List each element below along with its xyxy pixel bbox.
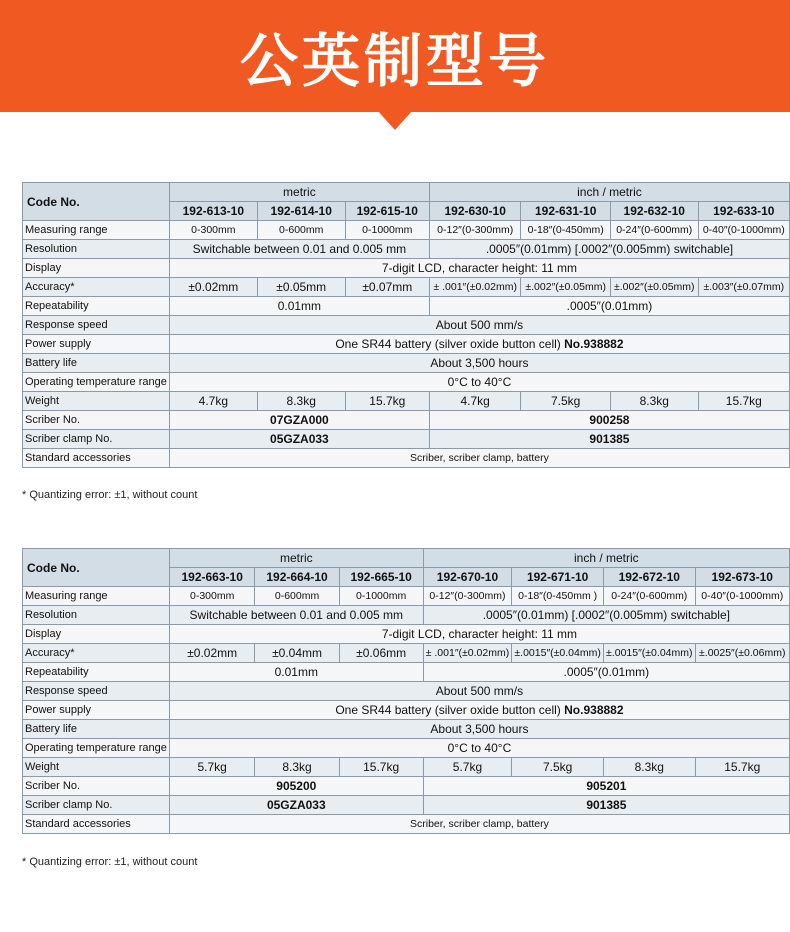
inch-value: .0005″(0.01mm) xyxy=(423,663,789,682)
value-cell: ±.0015″(±0.04mm) xyxy=(604,644,695,663)
row-label: Weight xyxy=(23,392,170,411)
row-label: Battery life xyxy=(23,354,170,373)
spec-row-response-speed xyxy=(23,682,790,701)
row-label: Repeatability xyxy=(23,297,170,316)
value-cell: 15.7kg xyxy=(698,392,789,411)
banner-arrow-icon xyxy=(377,110,413,130)
spec-row-measuring-range xyxy=(23,587,790,606)
value-text: One SR44 battery (silver oxide button cell) xyxy=(335,703,561,717)
code-number: 192-631-10 xyxy=(521,202,610,221)
code-number: 192-613-10 xyxy=(169,202,257,221)
row-label: Power supply xyxy=(23,701,170,720)
row-label: Scriber clamp No. xyxy=(23,430,170,449)
shared-value xyxy=(169,625,789,644)
group-header-inch: inch / metric xyxy=(429,183,789,202)
code-number: 192-671-10 xyxy=(512,568,604,587)
value-cell: 0-18″(0-450mm) xyxy=(521,221,610,240)
metric-value: 0.01mm xyxy=(169,663,423,682)
row-label: Measuring range xyxy=(23,221,170,240)
value-cell: ±0.06mm xyxy=(339,644,423,663)
value-cell: ±0.04mm xyxy=(255,644,339,663)
metric-value: 905200 xyxy=(169,777,423,796)
value-text: 0°C to 40°C xyxy=(447,741,512,755)
value-text: About 500 mm/s xyxy=(435,684,524,698)
code-number: 192-673-10 xyxy=(695,568,790,587)
row-label: Display xyxy=(23,625,170,644)
value-cell: 5.7kg xyxy=(169,758,255,777)
shared-value xyxy=(169,739,789,758)
shared-value xyxy=(169,373,789,392)
spec-row-accessories xyxy=(23,815,790,834)
value-cell: 8.3kg xyxy=(257,392,345,411)
title-banner xyxy=(0,0,790,112)
value-cell: ±0.05mm xyxy=(257,278,345,297)
spec-row-power-supply xyxy=(23,335,790,354)
spec-table-2 xyxy=(22,548,790,834)
value-cell: ±.0025″(±0.06mm) xyxy=(695,644,790,663)
metric-value: 05GZA033 xyxy=(169,796,423,815)
row-label: Operating temperature range xyxy=(23,373,170,392)
spec-row-display xyxy=(23,259,790,278)
row-label: Response speed xyxy=(23,316,170,335)
value-cell: 4.7kg xyxy=(429,392,521,411)
code-no-header: Code No. xyxy=(23,549,170,587)
row-label: Resolution xyxy=(23,606,170,625)
spec-row-operating-temp xyxy=(23,739,790,758)
value-cell: 7.5kg xyxy=(512,758,604,777)
row-label: Accuracy* xyxy=(23,644,170,663)
code-no-header: Code No. xyxy=(23,183,170,221)
shared-value xyxy=(169,720,789,739)
value-cell: 0-1000mm xyxy=(345,221,429,240)
row-label: Response speed xyxy=(23,682,170,701)
value-cell: 8.3kg xyxy=(604,758,695,777)
spec-table-1 xyxy=(22,182,790,468)
row-label: Operating temperature range xyxy=(23,739,170,758)
inch-value: 901385 xyxy=(423,796,789,815)
row-label: Resolution xyxy=(23,240,170,259)
row-label: Standard accessories xyxy=(23,449,170,468)
code-number: 192-664-10 xyxy=(255,568,339,587)
spec-row-display xyxy=(23,625,790,644)
spec-row-repeatability xyxy=(23,297,790,316)
inch-value: .0005″(0.01mm) [.0002″(0.005mm) switchable] xyxy=(429,240,789,259)
metric-value: 07GZA000 xyxy=(169,411,429,430)
value-cell: 0-24″(0-600mm) xyxy=(604,587,695,606)
value-cell: 0-600mm xyxy=(257,221,345,240)
metric-value: 05GZA033 xyxy=(169,430,429,449)
value-cell: 8.3kg xyxy=(610,392,698,411)
code-number: 192-630-10 xyxy=(429,202,521,221)
banner-title: 公英制型号 xyxy=(239,27,550,95)
shared-value xyxy=(169,701,789,720)
part-number: No.938882 xyxy=(564,703,624,717)
row-label: Scriber clamp No. xyxy=(23,796,170,815)
shared-value xyxy=(169,335,789,354)
footnote-2: * Quantizing error: ±1, without count xyxy=(22,856,198,868)
row-label: Scriber No. xyxy=(23,777,170,796)
shared-value xyxy=(169,354,789,373)
shared-value xyxy=(169,316,789,335)
value-cell: ±0.02mm xyxy=(169,644,255,663)
spec-row-accuracy xyxy=(23,644,790,663)
value-cell: ±.002″(±0.05mm) xyxy=(521,278,610,297)
spec-row-measuring-range xyxy=(23,221,790,240)
spec-row-battery-life xyxy=(23,720,790,739)
row-label: Scriber No. xyxy=(23,411,170,430)
row-label: Weight xyxy=(23,758,170,777)
code-number: 192-663-10 xyxy=(169,568,255,587)
row-label: Accuracy* xyxy=(23,278,170,297)
shared-value xyxy=(169,815,789,834)
value-cell: 0-300mm xyxy=(169,221,257,240)
spec-row-battery-life xyxy=(23,354,790,373)
code-number: 192-632-10 xyxy=(610,202,698,221)
value-text: About 3,500 hours xyxy=(430,356,529,370)
row-label: Measuring range xyxy=(23,587,170,606)
value-cell: 8.3kg xyxy=(255,758,339,777)
spec-table xyxy=(22,548,790,834)
value-cell: 0-12″(0-300mm) xyxy=(429,221,521,240)
value-cell: 0-18″(0-450mm ) xyxy=(512,587,604,606)
value-cell: 0-300mm xyxy=(169,587,255,606)
value-cell: 0-1000mm xyxy=(339,587,423,606)
group-header-metric: metric xyxy=(169,183,429,202)
shared-value xyxy=(169,449,789,468)
spec-row-scriber-clamp xyxy=(23,430,790,449)
group-header-metric: metric xyxy=(169,549,423,568)
code-number: 192-633-10 xyxy=(698,202,789,221)
value-cell: ±.002″(±0.05mm) xyxy=(610,278,698,297)
value-cell: ± .001″(±0.02mm) xyxy=(429,278,521,297)
row-label: Standard accessories xyxy=(23,815,170,834)
value-cell: 0-600mm xyxy=(255,587,339,606)
value-cell: ±.003″(±0.07mm) xyxy=(698,278,789,297)
metric-value: 0.01mm xyxy=(169,297,429,316)
footnote-1: * Quantizing error: ±1, without count xyxy=(22,489,198,501)
value-cell: 0-12″(0-300mm) xyxy=(423,587,512,606)
value-text: 7-digit LCD, character height: 11 mm xyxy=(381,261,578,275)
shared-value xyxy=(169,259,789,278)
spec-table xyxy=(22,182,790,468)
value-text: 0°C to 40°C xyxy=(447,375,512,389)
inch-value: .0005″(0.01mm) xyxy=(429,297,789,316)
value-text: Scriber, scriber clamp, battery xyxy=(409,818,549,830)
code-number: 192-615-10 xyxy=(345,202,429,221)
group-header-inch: inch / metric xyxy=(423,549,789,568)
row-label: Repeatability xyxy=(23,663,170,682)
part-number: No.938882 xyxy=(564,337,624,351)
spec-row-power-supply xyxy=(23,701,790,720)
row-label: Display xyxy=(23,259,170,278)
spec-row-weight xyxy=(23,758,790,777)
value-cell: ± .001″(±0.02mm) xyxy=(423,644,512,663)
spec-row-resolution xyxy=(23,240,790,259)
value-cell: ±0.02mm xyxy=(169,278,257,297)
value-cell: 15.7kg xyxy=(695,758,790,777)
value-cell: ±.0015″(±0.04mm) xyxy=(512,644,604,663)
value-text: Scriber, scriber clamp, battery xyxy=(409,452,549,464)
value-text: 7-digit LCD, character height: 11 mm xyxy=(381,627,578,641)
value-cell: 7.5kg xyxy=(521,392,610,411)
value-cell: 0-40″(0-1000mm) xyxy=(695,587,790,606)
value-text: About 3,500 hours xyxy=(430,722,529,736)
value-cell: 15.7kg xyxy=(345,392,429,411)
spec-row-accuracy xyxy=(23,278,790,297)
code-number: 192-672-10 xyxy=(604,568,695,587)
spec-row-weight xyxy=(23,392,790,411)
value-cell: 0-24″(0-600mm) xyxy=(610,221,698,240)
row-label: Power supply xyxy=(23,335,170,354)
shared-value xyxy=(169,682,789,701)
spec-row-scriber xyxy=(23,777,790,796)
value-cell: 0-40″(0-1000mm) xyxy=(698,221,789,240)
spec-row-scriber xyxy=(23,411,790,430)
value-cell: 15.7kg xyxy=(339,758,423,777)
spec-row-scriber-clamp xyxy=(23,796,790,815)
value-text: About 500 mm/s xyxy=(435,318,524,332)
inch-value: 901385 xyxy=(429,430,789,449)
inch-value: 900258 xyxy=(429,411,789,430)
code-number: 192-665-10 xyxy=(339,568,423,587)
spec-row-repeatability xyxy=(23,663,790,682)
value-cell: 5.7kg xyxy=(423,758,512,777)
spec-row-resolution xyxy=(23,606,790,625)
value-cell: 4.7kg xyxy=(169,392,257,411)
value-text: One SR44 battery (silver oxide button cell) xyxy=(335,337,561,351)
spec-row-operating-temp xyxy=(23,373,790,392)
spec-row-response-speed xyxy=(23,316,790,335)
row-label: Battery life xyxy=(23,720,170,739)
metric-value: Switchable between 0.01 and 0.005 mm xyxy=(169,606,423,625)
inch-value: 905201 xyxy=(423,777,789,796)
spec-row-accessories xyxy=(23,449,790,468)
metric-value: Switchable between 0.01 and 0.005 mm xyxy=(169,240,429,259)
code-number: 192-670-10 xyxy=(423,568,512,587)
inch-value: .0005″(0.01mm) [.0002″(0.005mm) switchable] xyxy=(423,606,789,625)
code-number: 192-614-10 xyxy=(257,202,345,221)
value-cell: ±0.07mm xyxy=(345,278,429,297)
